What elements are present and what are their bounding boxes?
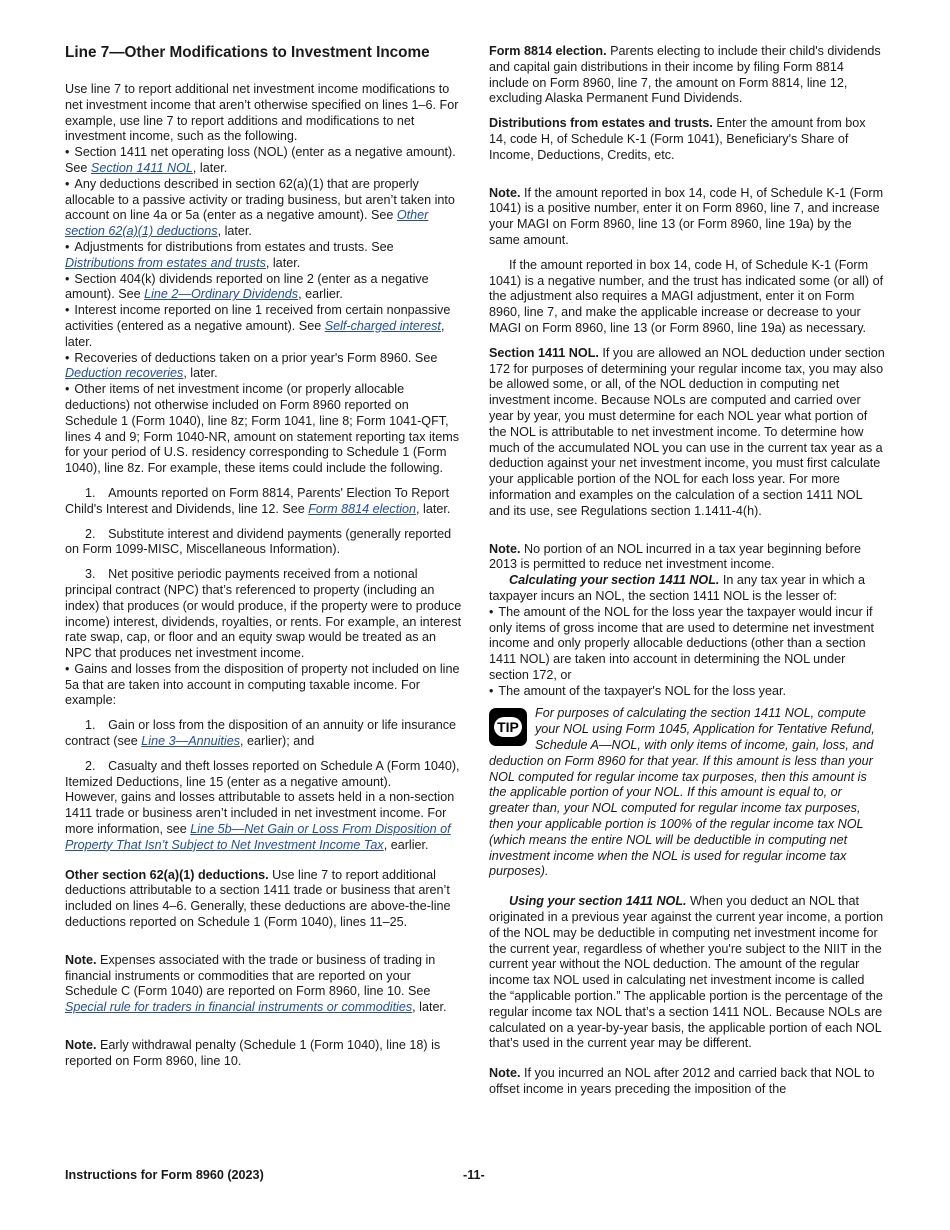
bullet-62a1: • Any deductions described in section 62(a)(1) that are properly allocable to a passive activity or trading business, but aren’t taken into account on line 4a or 5a (enter as a negative amount). See Other section 62(a)(1) deductions, later. [65, 177, 463, 240]
tip-box [489, 706, 885, 880]
link-form-8814[interactable]: Form 8814 election [308, 501, 417, 516]
section-heading: Line 7—Other Modifications to Investment Income [65, 44, 430, 61]
note-positive: Note. If the amount reported in box 14, code H, of Schedule K-1 (Form 1041) is a positive number, enter it on Form 8960, line 7, and increase your MAGI on Form 8960, line 13 (or Form 8960, line 19a) by the same amount. [489, 185, 884, 247]
negative-paragraph: If the amount reported in box 14, code H, of Schedule K-1 (Form 1041) is a negative number, and the trust has indicated some (or all) of the adjustment also requires a MAGI adjustment, enter it on Form 8960, line 7, and make the applicable increase or decrease to your MAGI on Form 8960, line 13 (or Form 8960, line 19a) as necessary. [489, 257, 884, 335]
section-1411-nol-paragraph: Section 1411 NOL. If you are allowed an NOL deduction under section 172 for purposes of determining your regular income tax, you may also be allowed some, or all, of the NOL deduction in computing net investment income. Because NOLs are computed and carried over year by year, you must determine for each NOL year what portion of the NOL is attributable to net investment income. To determine how much of the accumulated NOL you can use in the current tax year as a deduction against your net investment income, you must first calculate your applicable portion of the NOL for each loss year. For more information and examples on the calculation of a section 1411 NOL and its use, see Regulations section 1.1411-4(h). [489, 345, 885, 518]
bullet-404k: • Section 404(k) dividends reported on line 2 (enter as a negative amount). See Line 2—Ordinary Dividends, earlier. [65, 272, 463, 304]
bullet-other-items: • Other items of net investment income (or properly allocable deductions) not otherwise included on Form 8960 reported on Schedule 1 (Form 1040), line 8z; Form 1041, line 8; Form 1041-QFT, lines 4 and 9; Form 1040-NR, amount on statement reporting tax items for your period of U.S. residency corresponding to Schedule 1 (Form 1040), line 8z. For example, these items could include the following. [65, 382, 463, 477]
footer-title: Instructions for Form 8960 (2023) [65, 1168, 264, 1182]
numbered-item-casualty: 2. Casualty and theft losses reported on Schedule A (Form 1040), Itemized Deductions, line 15 (enter as a negative amount). [65, 758, 460, 789]
note-pre-2013: Note. No portion of an NOL incurred in a tax year beginning before 2013 is permitted to reduce net investment income. [489, 541, 861, 572]
calculating-paragraph: Calculating your section 1411 NOL. In any tax year in which a taxpayer incurs an NOL, the section 1411 NOL is the lesser of: [489, 573, 866, 603]
link-line-2[interactable]: Line 2—Ordinary Dividends [144, 287, 299, 302]
bullet-recoveries: • Recoveries of deductions taken on a prior year's Form 8960. See Deduction recoveries, later. [65, 351, 463, 383]
link-line-3[interactable]: Line 3—Annuities [141, 734, 241, 749]
form-8814-paragraph: Form 8814 election. Parents electing to include their child's dividends and capital gain distributions in their income by filing Form 8814 include on Form 8960, line 7, the amount on Form 8814, line 12, excluding Alaska Permanent Fund Dividends. [489, 44, 881, 106]
note-early-withdrawal: Note. Early withdrawal penalty (Schedule 1 (Form 1040), line 18) is reported on Form 8960, line 10. [65, 1038, 441, 1068]
link-special-rule-traders[interactable]: Special rule for traders in financial instruments or commodities [65, 1000, 413, 1015]
bullet-interest: • Interest income reported on line 1 received from certain nonpassive activities (entered as a negative amount). See Self-charged interest, later. [65, 303, 463, 350]
link-deduction-recoveries[interactable]: Deduction recoveries [65, 366, 184, 381]
numbered-item-annuity: 1. Gain or loss from the disposition of an annuity or life insurance contract (see Line 3—Annuities, earlier); and [65, 718, 457, 749]
link-other-62a1[interactable]: Other section 62(a)(1) deductions [65, 208, 429, 239]
however-paragraph: However, gains and losses attributable to assets held in a non-section 1411 trade or business aren’t included in net investment income. For more information, see Line 5b—Net Gain or Loss From Disposition of Property That Isn’t Subject to Net Investment Income Tax, earlier. [65, 790, 455, 852]
bullet-estates: • Adjustments for distributions from estates and trusts. See Distributions from estates and trusts, later. [65, 240, 463, 272]
calc-bullet-1: • The amount of the NOL for the loss year the taxpayer would incur if only items of gross income that are used to determine net investment income and only properly allocable deductions (other than a section 1411 NOL) are taken into account in determining the NOL under section 172, or [489, 605, 885, 684]
link-distributions[interactable]: Distributions from estates and trusts [65, 255, 266, 270]
calc-bullet-2: • The amount of the taxpayer's NOL for the loss year. [489, 684, 885, 700]
tip-icon: TIP [489, 708, 527, 746]
left-column [65, 44, 463, 1070]
page-number: -11- [463, 1168, 485, 1182]
bullet-nol: • Section 1411 net operating loss (NOL) (enter as a negative amount). See Section 1411 NOL, later. [65, 145, 463, 177]
intro-paragraph: Use line 7 to report additional net investment income modifications to net investment income that aren’t otherwise specified on lines 1–6. For example, use line 7 to report additions and modifications to net investment income, such as the following. [65, 82, 459, 144]
note-traders: Note. Expenses associated with the trade or business of trading in financial instruments or commodities that are reported on your Schedule C (Form 1040) are reported on Form 8960, line 10. See Special rule for traders in financial instruments or commodities, later. [65, 952, 447, 1015]
numbered-item-2: 2. Substitute interest and dividend payments (generally reported on Form 1099-MISC, Miscellaneous Information). [65, 526, 452, 557]
link-line-5b[interactable]: Line 5b—Net Gain or Loss From Disposition of Property That Isn’t Subject to Net Investment Income Tax [65, 822, 451, 852]
bullet-gains-losses: • Gains and losses from the disposition of property not included on line 5a that are taken into account in computing taxable income. For example: [65, 662, 463, 709]
note-carryback: Note. If you incurred an NOL after 2012 and carried back that NOL to offset income in years preceding the imposition of the [489, 1066, 875, 1097]
numbered-item-1: 1. Amounts reported on Form 8814, Parents' Election To Report Child's Interest and Dividends, line 12. See Form 8814 election, later. [65, 485, 451, 516]
tip-text: For purposes of calculating the section 1411 NOL, compute your NOL using Form 1045, Application for Tentative Refund, Schedule A—NOL, with only items of income, gain, loss, and deduction on Form 8960 for that year. If this amount is less than your NOL computed for regular income tax purposes, then this amount is the applicable portion of your NOL. If this amount is equal to, or greater than, your NOL computed for regular income tax purposes, then your applicable portion is 100% of the regular income tax NOL (which means the entire NOL will be deductible in computing net investment income when the NOL is used for regular income tax purposes). [489, 706, 875, 879]
other-62a1-paragraph: Other section 62(a)(1) deductions. Use line 7 to report additional deductions attributable to a section 1411 trade or business that aren’t included on lines 4–6. Generally, these deductions are above-the-line deductions reported on Schedule 1 (Form 1040), lines 11–25. [65, 867, 451, 930]
numbered-item-3: 3. Net positive periodic payments received from a notional principal contract (NPC) that’s referenced to property (including an index) that produces (or would produce, if the property were to produce income) interest, dividends, royalties, or rents. For example, an interest rate swap, cap, or floor and an equity swap would be treated as an NPC that produces net investment income. [65, 567, 462, 661]
link-section-1411-nol[interactable]: Section 1411 NOL [90, 160, 193, 175]
link-self-charged[interactable]: Self-charged interest [324, 318, 441, 333]
right-column [489, 44, 885, 1098]
distributions-paragraph: Distributions from estates and trusts. Enter the amount from box 14, code H, of Schedule K-1 (Form 1041), Beneficiary's Share of Income, Deductions, Credits, etc. [489, 116, 866, 162]
using-paragraph: Using your section 1411 NOL. When you deduct an NOL that originated in a previous year against the current year income, a portion of the NOL may be deductible in computing net investment income for the current year, regardless of whether you're subject to the NIIT in the current year without the NOL deduction. The amount of the regular income tax NOL used in calculating net investment income is called the “applicable portion.” The applicable portion is the percentage of the regular income tax NOL that’s a section 1411 NOL. Because NOLs are calculated on a year-by-year basis, the applicable portion of each NOL that’s used in the current year may be different. [489, 894, 884, 1051]
